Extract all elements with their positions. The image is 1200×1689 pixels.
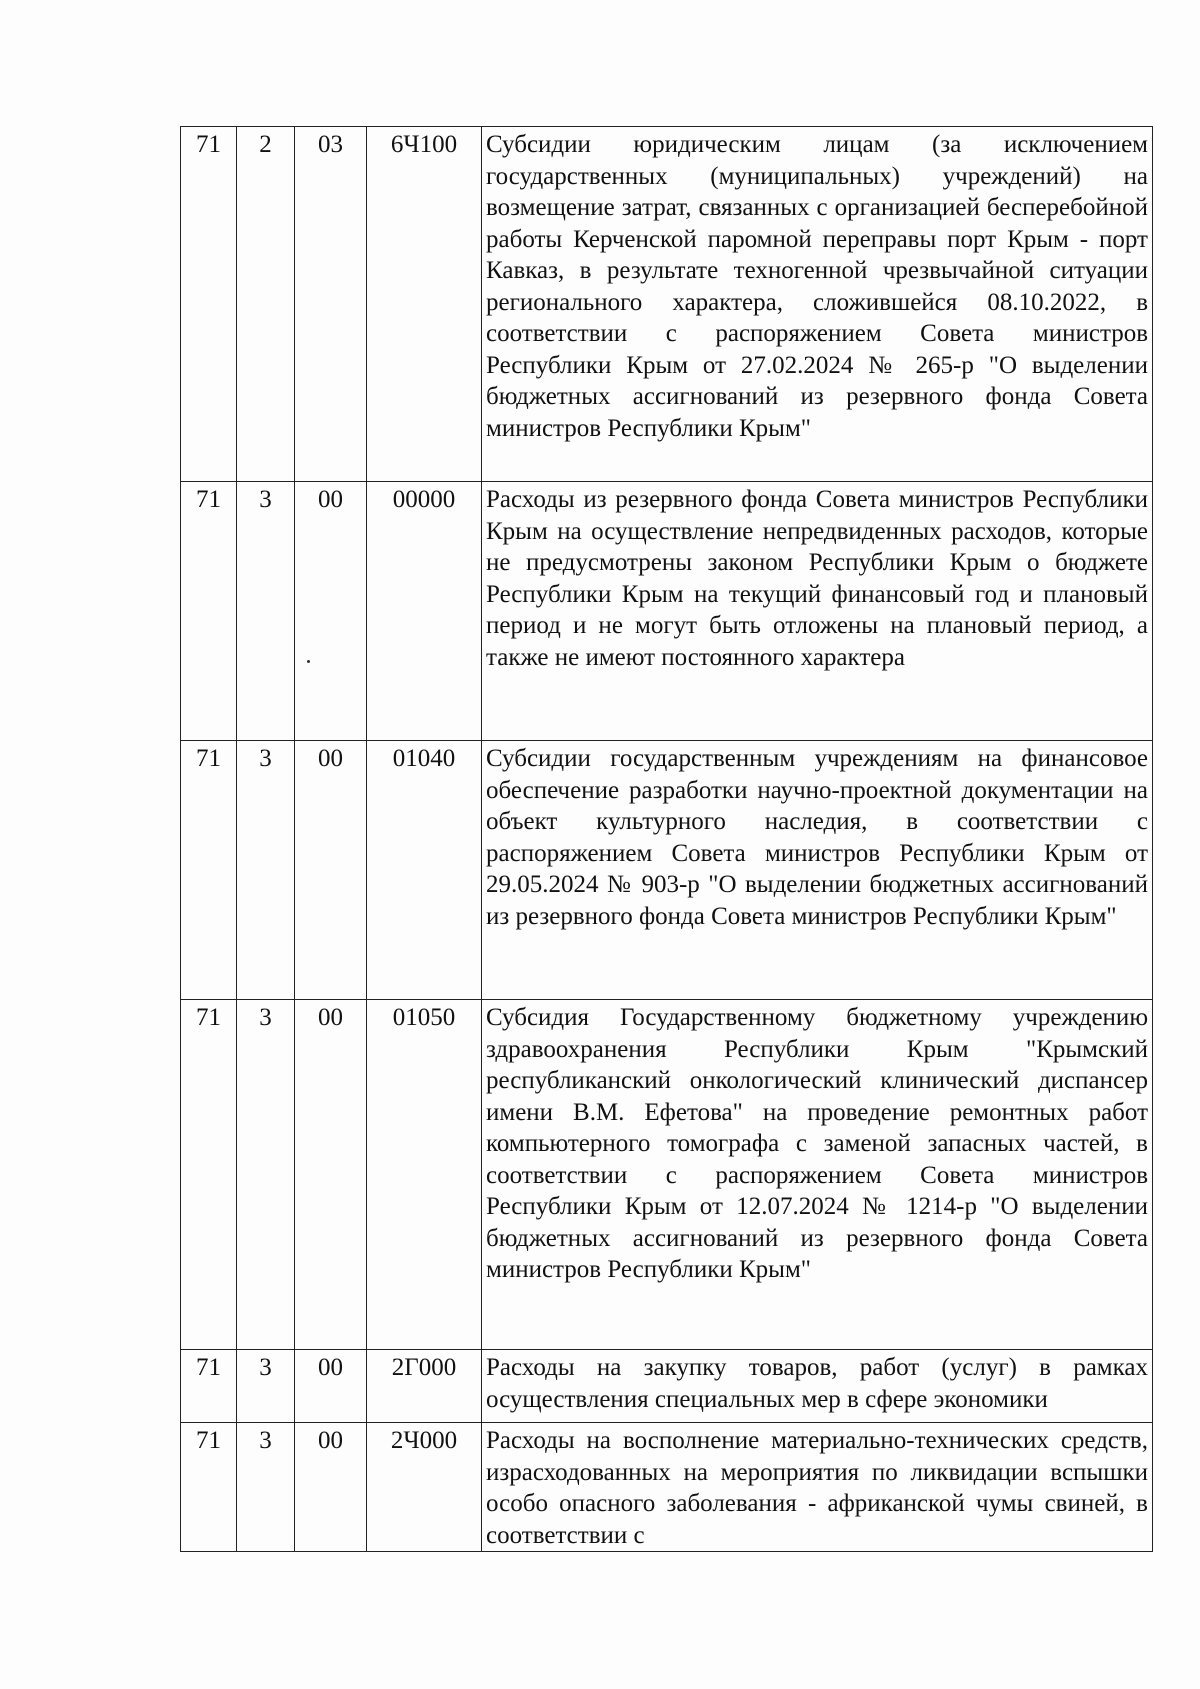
expense-description: Субсидии государственным учреждениям на финансовое обеспечение разработки научно-проектной документации на объект культурного наследия, в соответствии с распоряжением Совета министров Республики Крым от 29.05.2024 № 903-р "О выделении бюджетных ассигнований из резервного фонда Совета министров Республики Крым" [482,741,1153,1000]
table-row [181,482,1153,741]
table-row [181,1423,1153,1552]
code-main-activity: 03 [295,127,367,482]
table-row [181,741,1153,1000]
code-direction: 01050 [367,1000,482,1350]
code-program: 71 [181,741,237,1000]
expense-description: Субсидии юридическим лицам (за исключением государственных (муниципальных) учреждений) на возмещение затрат, связанных с организацией бесперебойной работы Керченской паромной переправы порт Крым - порт Кавказ, в результате техногенной чрезвычайной ситуации регионального характера, сложившейся 08.10.2022, в соответствии с распоряжением Совета министров Республики Крым от 27.02.2024 № 265-р "О выделении бюджетных ассигнований из резервного фонда Совета министров Республики Крым" [482,127,1153,482]
code-program: 71 [181,127,237,482]
code-subprogram: 3 [237,741,295,1000]
code-direction: 6Ч100 [367,127,482,482]
code-subprogram: 3 [237,482,295,741]
code-main-activity: 00 [295,482,367,741]
expense-description: Расходы на восполнение материально-технических средств, израсходованных на мероприятия по ликвидации вспышки особо опасного заболевания - африканской чумы свиней, в соответствии с [482,1423,1153,1552]
code-main-activity: 00 [295,1000,367,1350]
code-subprogram: 2 [237,127,295,482]
code-subprogram: 3 [237,1350,295,1423]
code-program: 71 [181,1350,237,1423]
code-program: 71 [181,1423,237,1552]
code-program: 71 [181,1000,237,1350]
table-row [181,1000,1153,1350]
expense-description: Расходы на закупку товаров, работ (услуг) в рамках осуществления специальных мер в сфере экономики [482,1350,1153,1423]
table-row [181,1350,1153,1423]
expense-description: Субсидия Государственному бюджетному учреждению здравоохранения Республики Крым "Крымский республиканский онкологический клинический диспансер имени В.М. Ефетова" на проведение ремонтных работ компьютерного томографа с заменой запасных частей, в соответствии с распоряжением Совета министров Республики Крым от 12.07.2024 № 1214-р "О выделении бюджетных ассигнований из резервного фонда Совета министров Республики Крым" [482,1000,1153,1350]
code-main-activity: 00 [295,1423,367,1552]
code-direction: 01040 [367,741,482,1000]
code-main-activity: 00 [295,741,367,1000]
expense-description: Расходы из резервного фонда Совета министров Республики Крым на осуществление непредвиденных расходов, которые не предусмотрены законом Республики Крым о бюджете Республики Крым на текущий финансовый год и плановый период и не могут быть отложены на плановый период, а также не имеют постоянного характера [482,482,1153,741]
code-direction: 2Г000 [367,1350,482,1423]
code-program: 71 [181,482,237,741]
scan-speck [307,660,310,663]
code-subprogram: 3 [237,1000,295,1350]
table-row [181,127,1153,482]
code-direction: 00000 [367,482,482,741]
budget-classification-table [180,126,1153,1552]
code-main-activity: 00 [295,1350,367,1423]
code-subprogram: 3 [237,1423,295,1552]
code-direction: 2Ч000 [367,1423,482,1552]
